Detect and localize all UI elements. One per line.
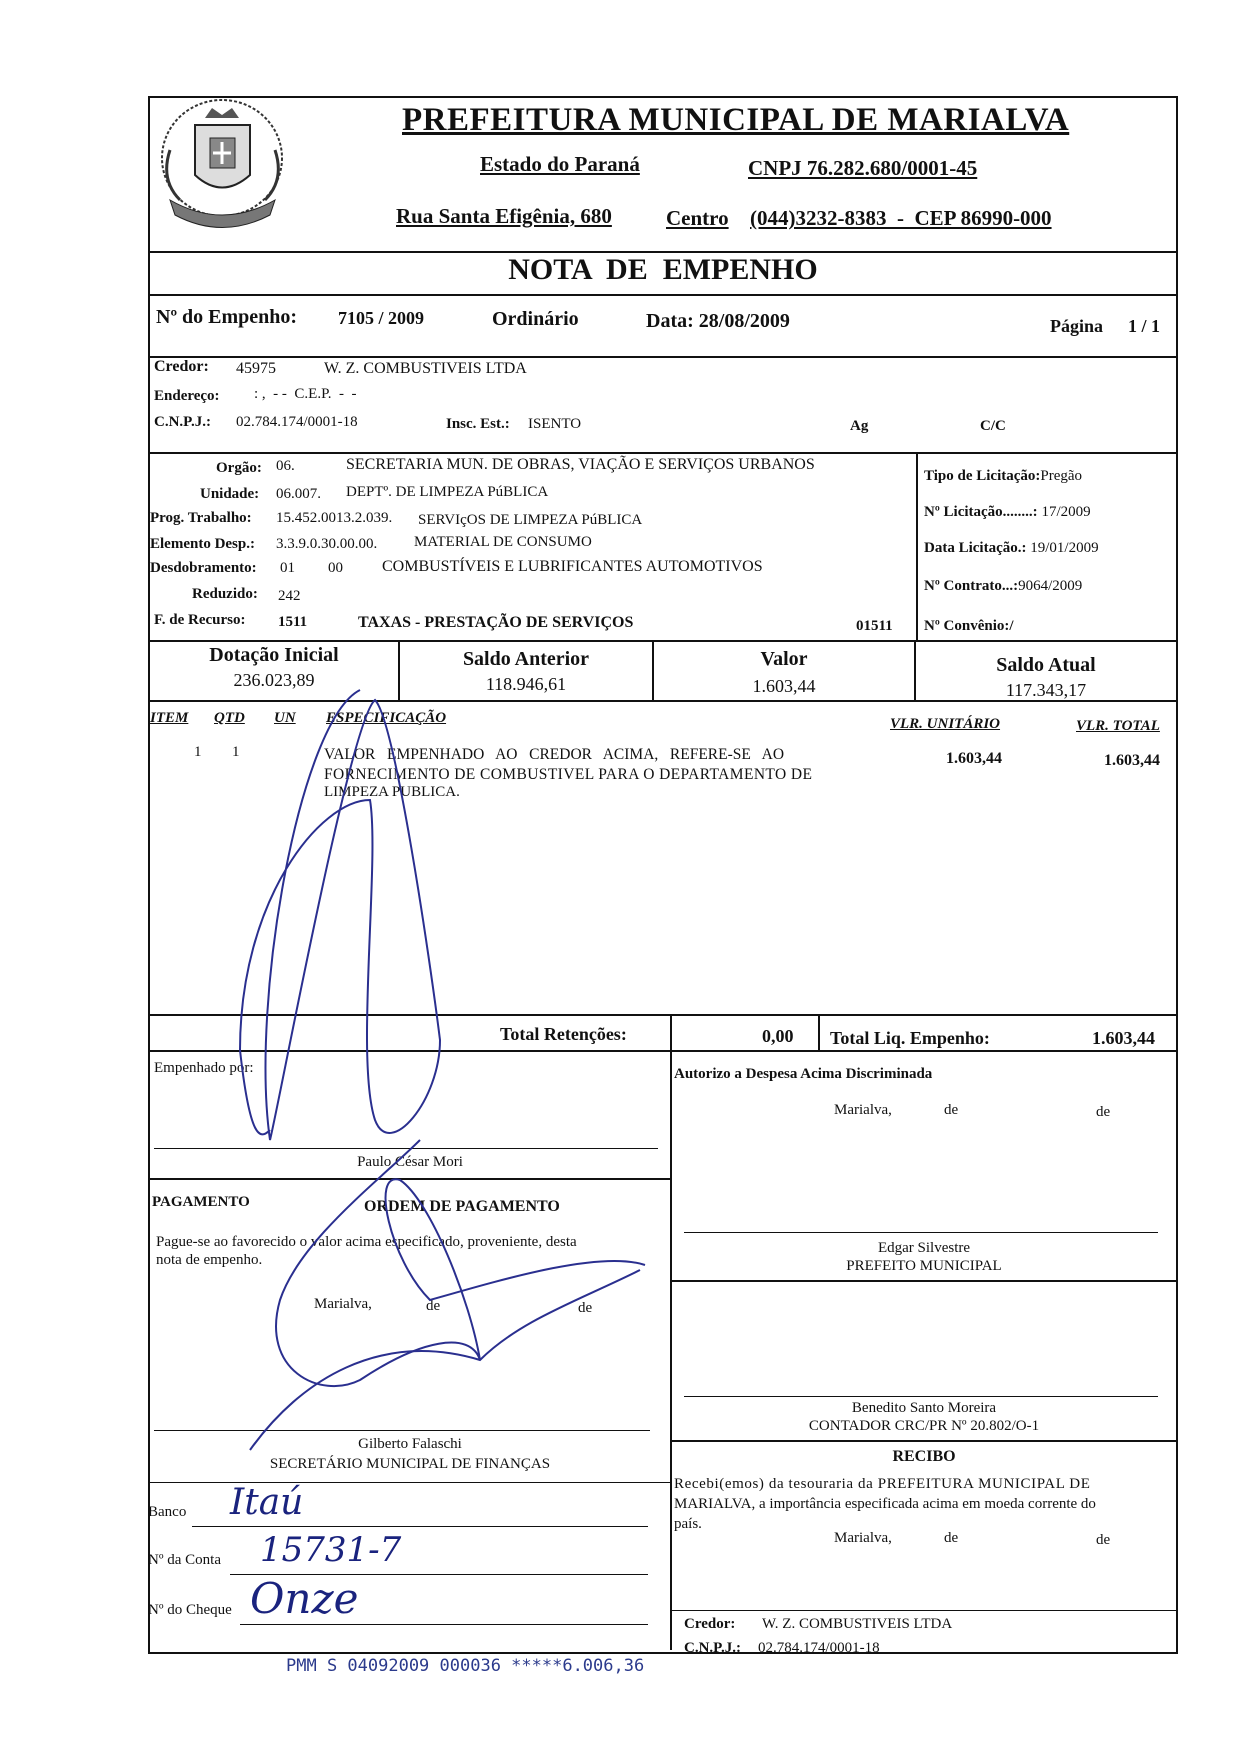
unidade-name: DEPTº. DE LIMPEZA PúBLICA <box>346 484 549 500</box>
secretario-name: Gilberto Falaschi <box>358 1436 462 1452</box>
orgao-label: Orgão: <box>216 460 262 476</box>
item-number: 1 <box>194 744 202 760</box>
unidade-value: 06.007. <box>276 486 321 502</box>
contador-name: Benedito Santo Moreira <box>851 1400 997 1416</box>
page-title: PREFEITURA MUNICIPAL DE MARIALVA <box>402 102 1070 138</box>
elem-name: MATERIAL DE CONSUMO <box>414 534 592 550</box>
address-label: Rua Santa Efigênia, 680 <box>396 204 612 228</box>
empenho-date: Data: 28/08/2009 <box>646 310 790 332</box>
creditor-cnpj-label: C.N.P.J.: <box>154 414 211 430</box>
col-spec: ESPECIFICAÇÃO <box>326 710 447 726</box>
ordem-pagamento-label: ORDEM DE PAGAMENTO <box>364 1198 560 1215</box>
address-value: : , - - C.E.P. - - <box>254 386 357 402</box>
phone-cep-label: (044)3232-8383 - CEP 86990-000 <box>750 206 1052 230</box>
creditor-label: Credor: <box>154 358 209 375</box>
cheque-label: Nº do Cheque <box>148 1602 232 1618</box>
item-spec-line1: VALOR EMPENHADO AO CREDOR ACIMA, REFERE-SE AO <box>324 746 785 763</box>
recibo-text3: país. <box>674 1516 702 1532</box>
address-field-label: Endereço: <box>154 388 220 404</box>
orgao-name: SECRETARIA MUN. DE OBRAS, VIAÇÃO E SERVIÇOS URBANOS <box>346 456 815 473</box>
desd-name: COMBUSTÍVEIS E LUBRIFICANTES AUTOMOTIVOS <box>382 558 763 575</box>
valor-label: Valor <box>760 648 808 670</box>
recibo-cnpj: 02.784.174/0001-18 <box>758 1640 880 1656</box>
creditor-name: W. Z. COMBUSTIVEIS LTDA <box>324 360 527 377</box>
empenho-number-label: Nº do Empenho: <box>156 306 298 328</box>
saldo-atual-label: Saldo Atual <box>996 654 1096 676</box>
desd-b: 00 <box>328 560 343 576</box>
reduzido-value: 242 <box>278 588 301 604</box>
district-label: Centro <box>666 206 729 230</box>
retencoes-label: Total Retenções: <box>500 1024 627 1044</box>
desd-label: Desdobramento: <box>150 560 257 576</box>
prefeito-role: PREFEITO MUNICIPAL <box>846 1258 1002 1274</box>
ag-label: Ag <box>850 418 869 434</box>
banco-label: Banco <box>148 1504 187 1520</box>
prefeito-name: Edgar Silvestre <box>877 1240 971 1256</box>
prog-name: SERVIçOS DE LIMPEZA PúBLICA <box>418 512 643 528</box>
elem-value: 3.3.9.0.30.00.00. <box>276 536 378 552</box>
recibo-text2: MARIALVA, a importância especificada acima em moeda corrente do <box>674 1496 1096 1512</box>
pagamento-de1: de <box>426 1298 441 1314</box>
saldo-anterior-value: 118.946,61 <box>485 674 567 694</box>
licitacao-data-label: Data Licitação.: 19/01/2009 <box>924 540 1099 556</box>
machine-stamp: PMM S 04092009 000036 *****6.006,36 <box>286 1656 645 1676</box>
prog-label: Prog. Trabalho: <box>150 510 252 526</box>
pagamento-label: PAGAMENTO <box>152 1194 250 1210</box>
page-number-label: Página <box>1050 316 1104 336</box>
pagamento-de2: de <box>578 1300 593 1316</box>
elem-label: Elemento Desp.: <box>150 536 255 552</box>
contador-role: CONTADOR CRC/PR Nº 20.802/O-1 <box>808 1418 1040 1434</box>
empenhado-label: Empenhado por: <box>154 1060 254 1076</box>
pagamento-text1: Pague-se ao favorecido o valor acima especificado, proveniente, desta <box>156 1234 577 1250</box>
document-title: NOTA DE EMPENHO <box>508 253 818 286</box>
autorizo-label: Autorizo a Despesa Acima Discriminada <box>674 1066 933 1082</box>
ie-value: ISENTO <box>528 416 582 432</box>
empenho-type: Ordinário <box>492 308 579 330</box>
item-unit-value: 1.603,44 <box>946 750 1002 767</box>
recibo-city: Marialva, <box>834 1530 892 1546</box>
recurso-label: F. de Recurso: <box>154 612 246 628</box>
valor-value: 1.603,44 <box>752 676 816 696</box>
licitacao-num-label: Nº Licitação........: 17/2009 <box>924 504 1091 520</box>
autorizo-de1: de <box>944 1102 959 1118</box>
prog-value: 15.452.0013.2.039. <box>276 510 393 526</box>
liq-value: 1.603,44 <box>1092 1028 1155 1048</box>
col-un: UN <box>274 710 296 726</box>
unidade-label: Unidade: <box>200 486 260 502</box>
recibo-label: RECIBO <box>892 1448 956 1465</box>
recurso-code: 01511 <box>856 618 893 634</box>
recibo-credor: W. Z. COMBUSTIVEIS LTDA <box>762 1616 953 1632</box>
banco-value: Itaú <box>230 1482 304 1523</box>
recibo-cnpj-label: C.N.P.J.: <box>684 1640 741 1656</box>
creditor-cnpj: 02.784.174/0001-18 <box>236 414 358 430</box>
state-label: Estado do Paraná <box>480 152 640 176</box>
contrato-label: Nº Contrato...:9064/2009 <box>924 578 1083 594</box>
page-number: 1 / 1 <box>1128 316 1161 336</box>
reduzido-label: Reduzido: <box>192 586 258 602</box>
pagamento-text2: nota de empenho. <box>156 1252 263 1268</box>
item-qtd: 1 <box>232 744 240 760</box>
col-item: ITEM <box>150 710 189 726</box>
cc-label: C/C <box>980 418 1006 434</box>
orgao-value: 06. <box>276 458 295 474</box>
retencoes-value: 0,00 <box>762 1026 794 1046</box>
col-qtd: QTD <box>214 710 245 726</box>
conta-label: Nº da Conta <box>148 1552 221 1568</box>
pagamento-city: Marialva, <box>314 1296 372 1312</box>
dotacao-label: Dotação Inicial <box>209 644 339 666</box>
liq-label: Total Liq. Empenho: <box>830 1028 990 1048</box>
licitacao-tipo-label: Tipo de Licitação:Pregão <box>924 468 1083 484</box>
conta-value: 15731-7 <box>260 1530 402 1570</box>
cheque-value: Onze <box>250 1574 359 1623</box>
recibo-credor-label: Credor: <box>684 1616 736 1632</box>
convenio-label: Nº Convênio:/ <box>924 618 1014 634</box>
saldo-atual-value: 117.343,17 <box>1005 680 1087 700</box>
recurso-name: TAXAS - PRESTAÇÃO DE SERVIÇOS <box>358 614 634 631</box>
recibo-text1: Recebi(emos) da tesouraria da PREFEITURA MUNICIPAL DE <box>674 1476 1091 1492</box>
recurso-value: 1511 <box>278 614 308 630</box>
autorizo-de2: de <box>1096 1104 1111 1120</box>
recibo-de1: de <box>944 1530 959 1546</box>
saldo-anterior-label: Saldo Anterior <box>462 648 590 670</box>
cnpj-label: CNPJ 76.282.680/0001-45 <box>748 156 978 180</box>
item-spec-line3: LIMPEZA PUBLICA. <box>324 784 460 800</box>
item-total-value: 1.603,44 <box>1104 752 1160 769</box>
empenhado-name: Paulo César Mori <box>357 1154 463 1170</box>
dotacao-value: 236.023,89 <box>233 670 315 690</box>
secretario-role: SECRETÁRIO MUNICIPAL DE FINANÇAS <box>269 1456 551 1472</box>
creditor-code: 45975 <box>236 360 276 377</box>
col-total-value: VLR. TOTAL <box>1076 718 1160 734</box>
autorizo-city: Marialva, <box>834 1102 892 1118</box>
recibo-de2: de <box>1096 1532 1111 1548</box>
ie-label: Insc. Est.: <box>446 416 510 432</box>
empenho-number: 7105 / 2009 <box>338 308 425 328</box>
col-unit-value: VLR. UNITÁRIO <box>890 716 1001 732</box>
desd-a: 01 <box>280 560 295 576</box>
item-spec-line2: FORNECIMENTO DE COMBUSTIVEL PARA O DEPARTAMENTO DE <box>324 766 813 783</box>
